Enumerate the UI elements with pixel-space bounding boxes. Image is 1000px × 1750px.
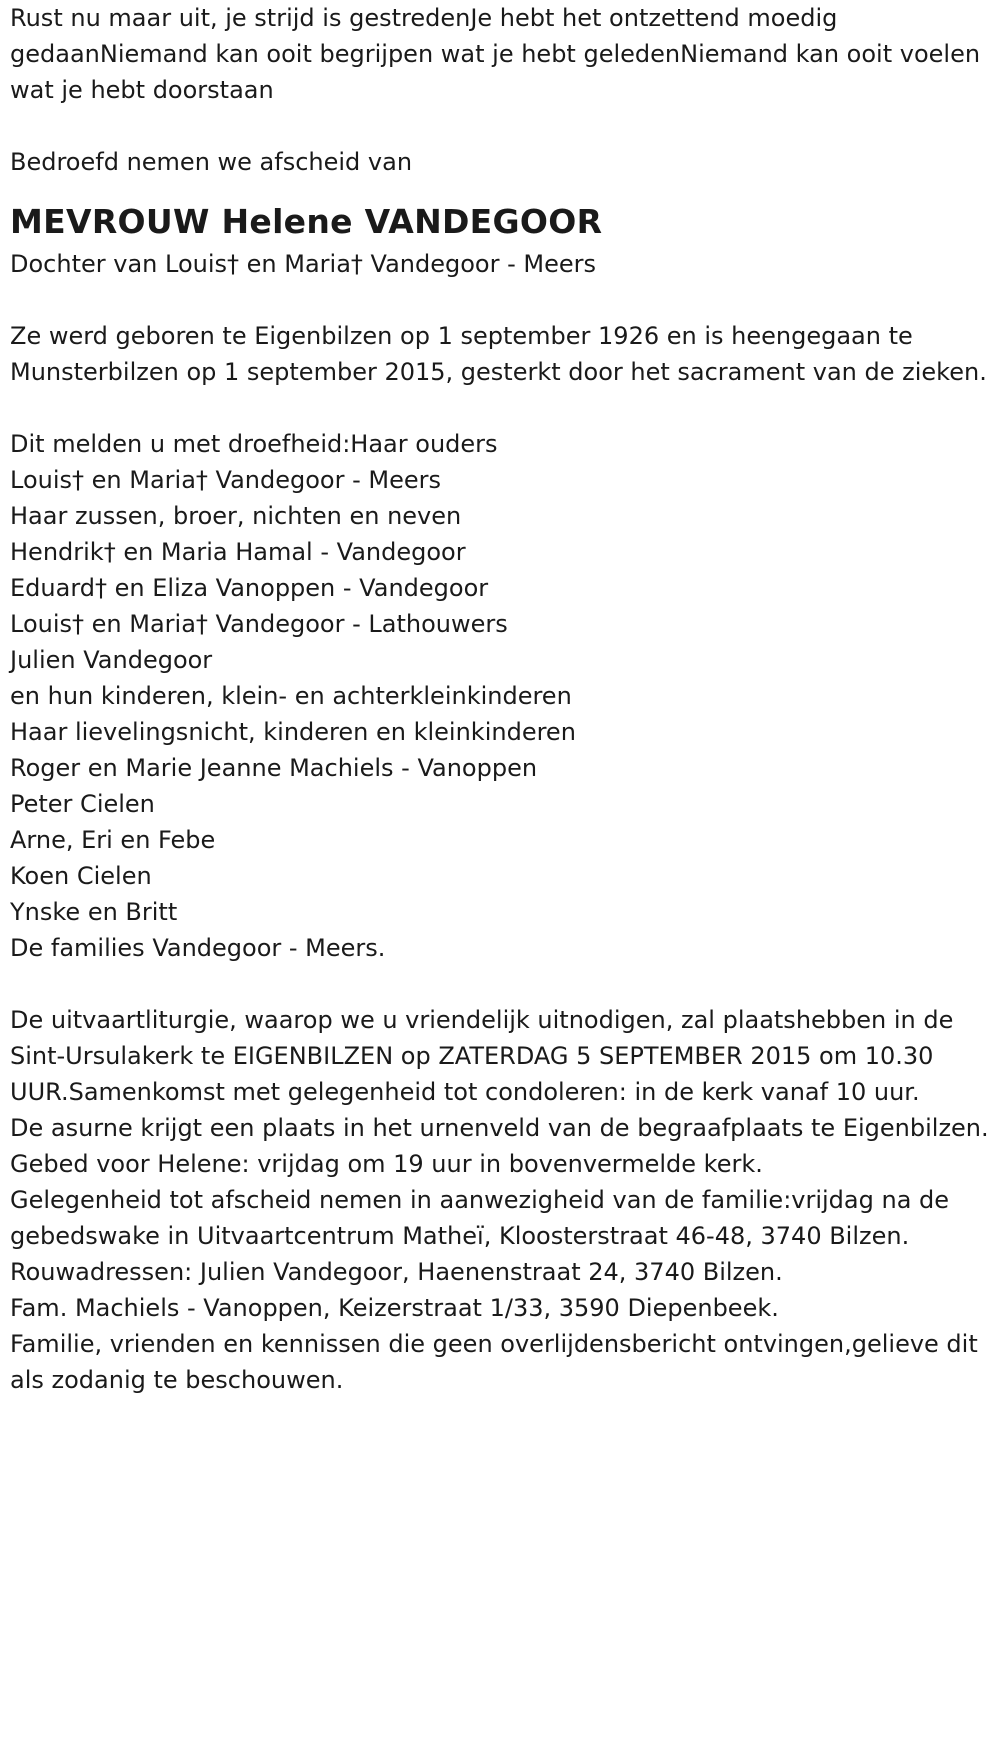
family-line: Hendrik† en Maria Hamal - Vandegoor <box>10 538 466 566</box>
liturgy-paragraph: De uitvaartliturgie, waarop we u vriendelijk uitnodigen, zal plaatshebben in de Sint-Ursulakerk te EIGENBILZEN op ZATERDAG 5 SEPTEMBER 2015 om 10.30 UUR.Samenkomst met gelegenheid tot condoleren: in de kerk vanaf 10 uur. <box>10 1006 954 1106</box>
parents-line: Dochter van Louis† en Maria† Vandegoor - Meers <box>10 250 596 278</box>
spacer <box>10 180 990 194</box>
family-line: en hun kinderen, klein- en achterkleinkinderen <box>10 682 572 710</box>
spacer <box>10 390 990 426</box>
family-line: Haar zussen, broer, nichten en neven <box>10 502 462 530</box>
spacer <box>10 108 990 144</box>
family-line: Arne, Eri en Febe <box>10 826 216 854</box>
deceased-name: MEVROUW Helene VANDEGOOR <box>10 202 603 241</box>
family-line: Dit melden u met droefheid:Haar ouders <box>10 430 498 458</box>
urn-paragraph: De asurne krijgt een plaats in het urnenveld van de begraafplaats te Eigenbilzen. <box>10 1114 989 1142</box>
birth-death-text: Ze werd geboren te Eigenbilzen op 1 september 1926 en is heengegaan te Munsterbilzen op 1 september 2015, gesterkt door het sacrament van de zieken. <box>10 322 987 386</box>
family-line: Haar lievelingsnicht, kinderen en kleinkinderen <box>10 718 576 746</box>
family-line: Koen Cielen <box>10 862 152 890</box>
condolence-address-2: Fam. Machiels - Vanoppen, Keizerstraat 1/33, 3590 Diepenbeek. <box>10 1294 779 1322</box>
spacer <box>10 966 990 1002</box>
poem-text: Rust nu maar uit, je strijd is gestredenJe hebt het ontzettend moedig gedaanNiemand kan ooit begrijpen wat je hebt geledenNiemand kan ooit voelen wat je hebt doorstaan <box>10 4 981 104</box>
funeral-details <box>10 1002 990 1398</box>
farewell-paragraph: Gelegenheid tot afscheid nemen in aanwezigheid van de familie:vrijdag na de gebedswake in Uitvaartcentrum Matheï, Kloosterstraat 46-48, 3740 Bilzen. <box>10 1186 950 1250</box>
family-line: Peter Cielen <box>10 790 155 818</box>
family-line: Eduard† en Eliza Vanoppen - Vandegoor <box>10 574 489 602</box>
condolence-address-1: Rouwadressen: Julien Vandegoor, Haenenstraat 24, 3740 Bilzen. <box>10 1258 783 1286</box>
family-line: Louis† en Maria† Vandegoor - Lathouwers <box>10 610 508 638</box>
family-line: Louis† en Maria† Vandegoor - Meers <box>10 466 442 494</box>
family-line: Julien Vandegoor <box>10 646 213 674</box>
spacer <box>10 282 990 318</box>
family-line: Ynske en Britt <box>10 898 178 926</box>
family-line: Roger en Marie Jeanne Machiels - Vanoppen <box>10 754 538 782</box>
prayer-paragraph: Gebed voor Helene: vrijdag om 19 uur in bovenvermelde kerk. <box>10 1150 763 1178</box>
family-line: De families Vandegoor - Meers. <box>10 934 386 962</box>
closing-note: Familie, vrienden en kennissen die geen overlijdensbericht ontvingen,gelieve dit als zodanig te beschouwen. <box>10 1330 978 1394</box>
intro-text: Bedroefd nemen we afscheid van <box>10 148 413 176</box>
family-list <box>10 426 990 966</box>
